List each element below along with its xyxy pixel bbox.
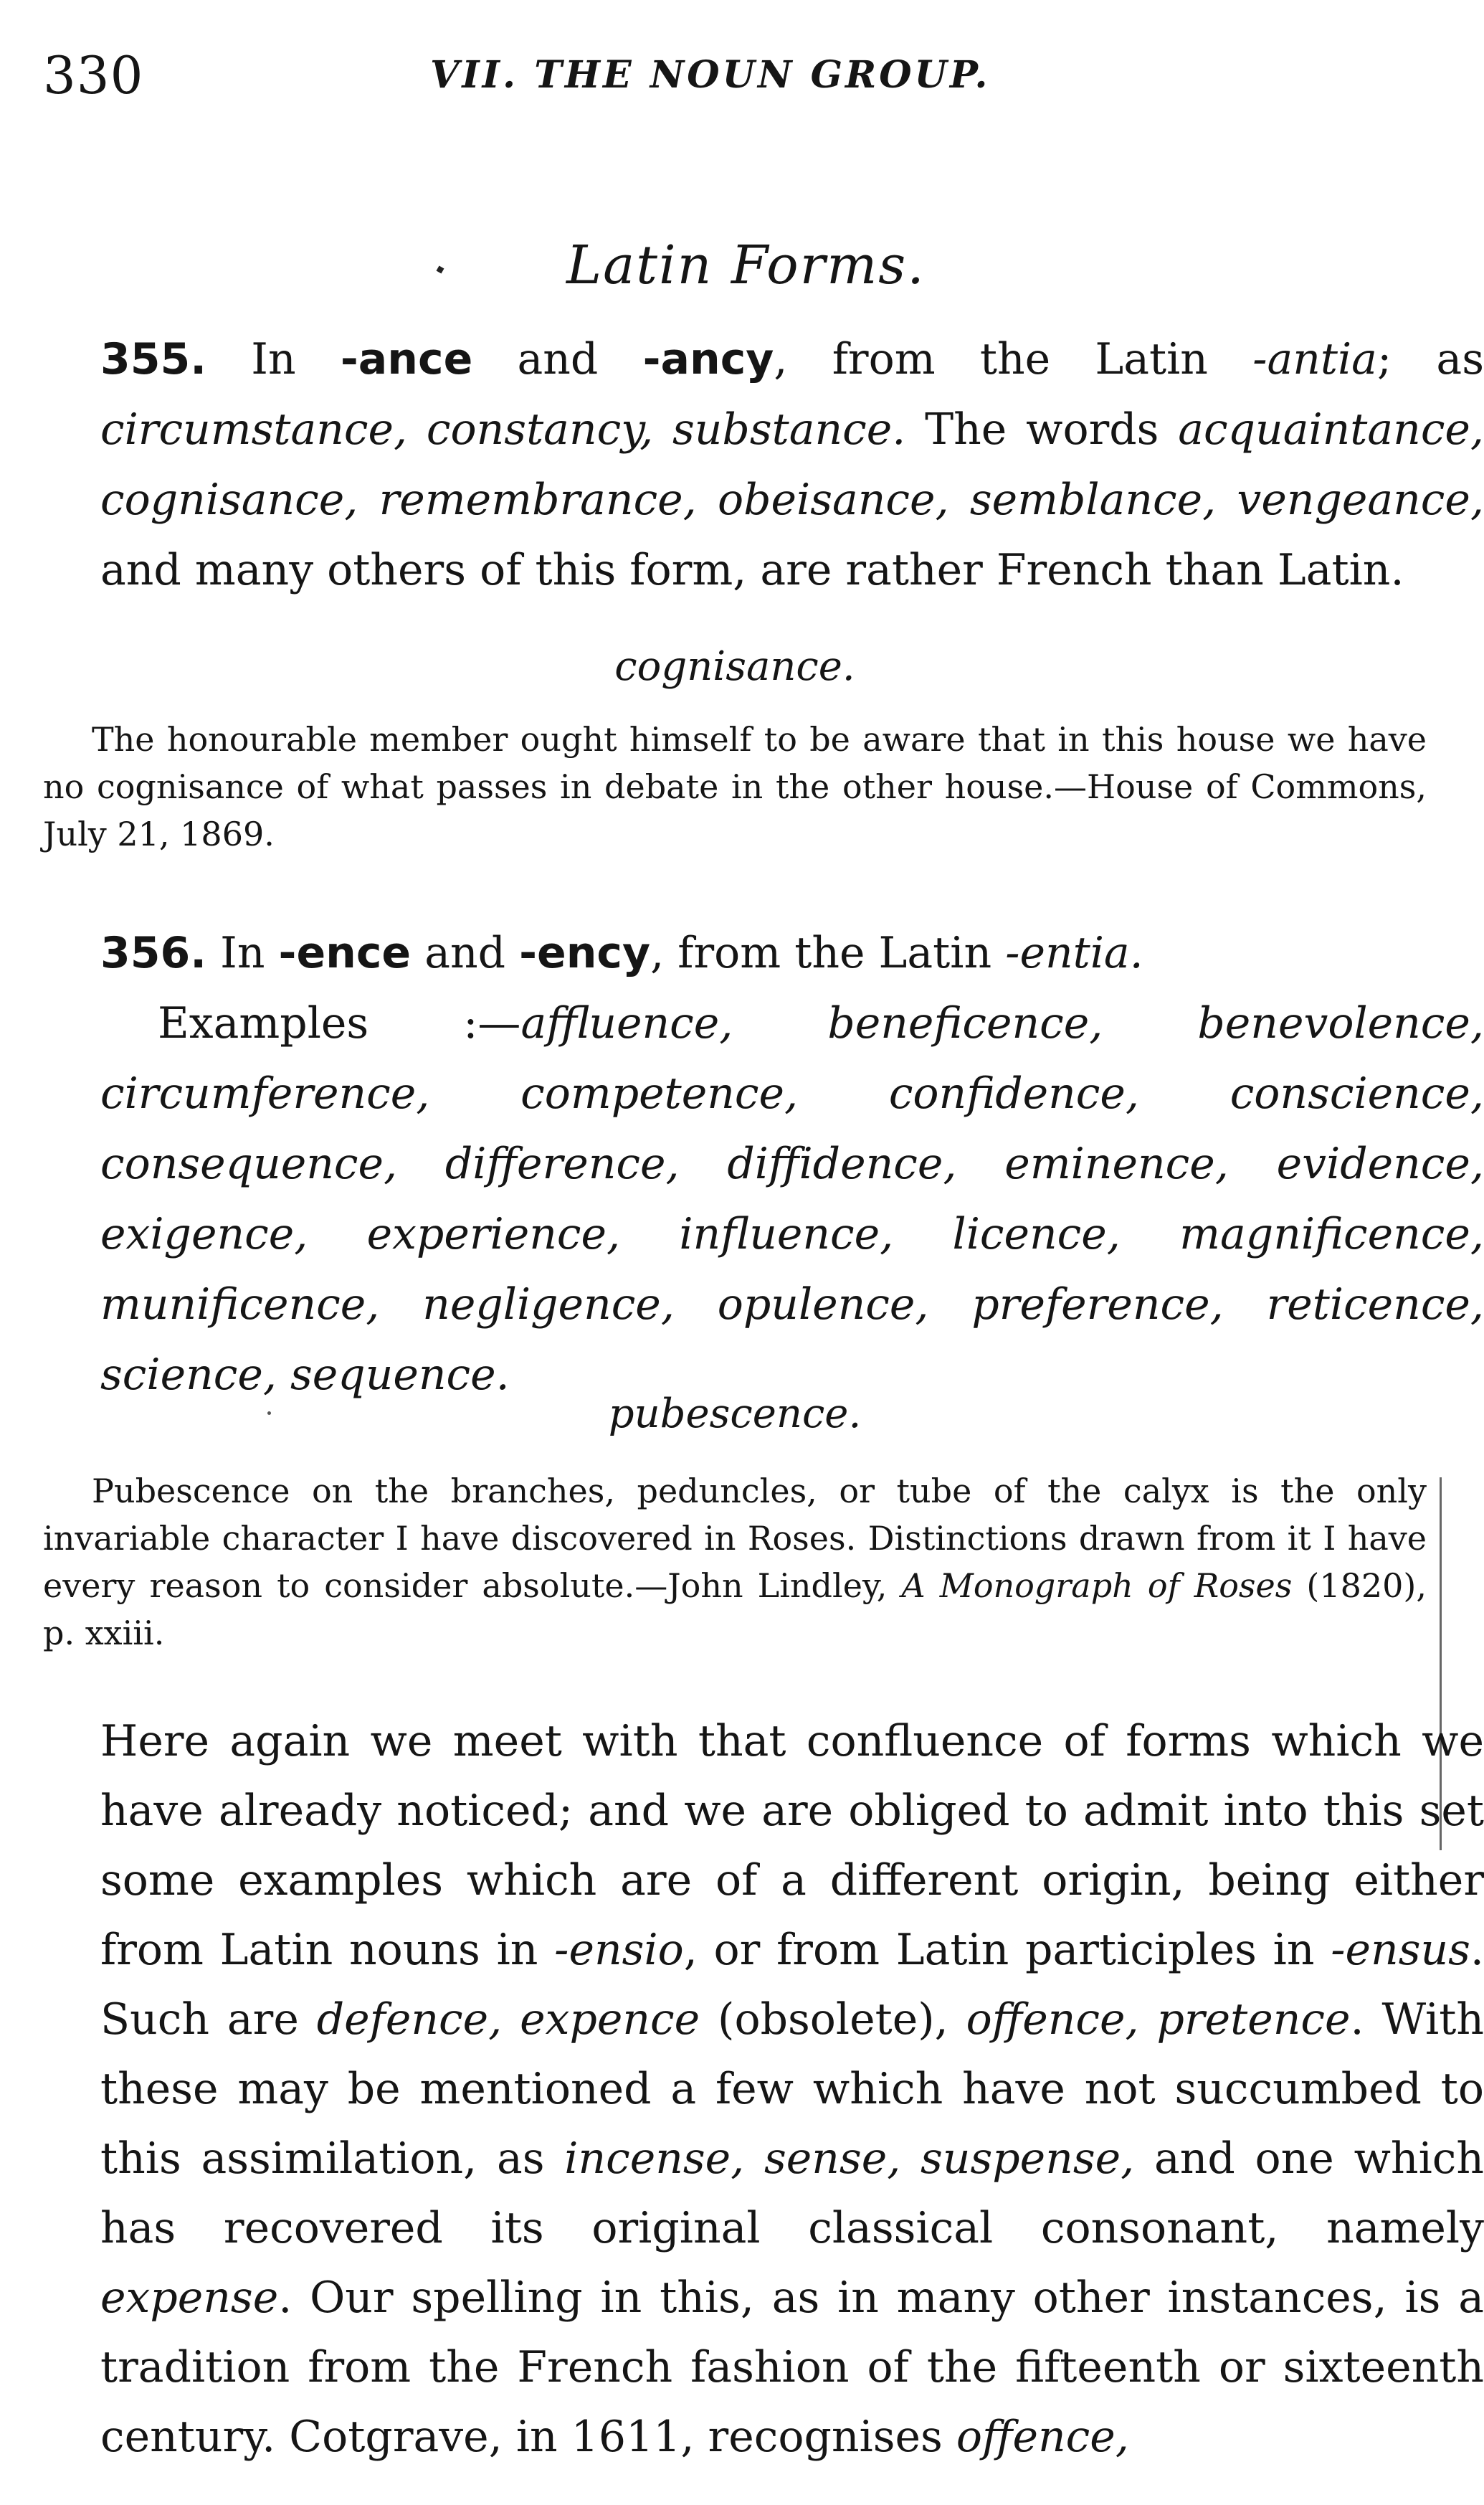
quotation-cognisance: The honourable member ought himself to be aware that in this house we have no cognisance of what passes in debate in the other house.—House of Commons, July 21, 1869.	[43, 720, 1427, 853]
examples: circumstance, constancy, substance.	[100, 404, 906, 455]
examples: acquaintance, cognisance, remembrance, obeisance, semblance, vengeance,	[100, 404, 1484, 525]
quote-head-word: cognisance.	[614, 643, 855, 690]
latin-form: -antia	[1252, 334, 1377, 384]
running-head: VII. THE NOUN GROUP.	[430, 53, 991, 97]
suffix: -ance	[340, 334, 473, 384]
paragraph-number: 355.	[100, 334, 207, 384]
page-header	[43, 36, 1427, 115]
quote-head-word: pubescence.	[608, 1391, 862, 1437]
suffix: -ency	[519, 928, 651, 978]
body-paragraph: Here again we meet with that confluence of forms which we have already noticed; and we are obliged to admit into this set some examples which are of a different origin, being either from Latin nouns in -ensio, or from Latin participles in -ensus. Such are defence, expence (obsolete), offence, pretence. With these may be mentioned a few which have not succumbed to this assimilation, as incense, sense, suspense, and one which has recovered its original classical consonant, namely expense. Our spelling in this, as in many other instances, is a tradition from the French fashion of the fifteenth or sixteenth century. Cotgrave, in 1611, recognises offence,	[100, 1716, 1484, 2462]
page-number: 330	[43, 45, 144, 105]
cited-title: A Monograph of Roses	[901, 1566, 1293, 1605]
paragraph-number: 356.	[100, 928, 207, 978]
latin-form: -entia.	[1005, 928, 1143, 978]
suffix: -ence	[278, 928, 412, 978]
examples: affluence, beneficence, benevolence, circumference, competence, confidence, conscience, consequence, difference, diffidence, eminence, evidence, exigence, experience, influence, licence, magnificence, munificence, negligence, opulence, preference, reticence, science, sequence.	[100, 998, 1484, 1400]
printer-mark	[437, 266, 444, 274]
suffix: -ancy	[642, 334, 774, 384]
paragraph-355: 355. In -ance and -ancy, from the Latin -antia; as circumstance, constancy, substance. The words acquaintance, cognisance, remembrance, obeisance, semblance, vengeance, and many others of this form, are rather French than Latin.	[100, 334, 1484, 595]
paragraph-356: 356. In -ence and -ency, from the Latin -entia. Examples :—affluence, beneficence, benevolence, circumference, competence, confidence, conscience, consequence, difference, diffidence, eminence, evidence, exigence, experience, influence, licence, magnificence, munificence, negligence, opulence, preference, reticence, science, sequence.	[100, 928, 1484, 1400]
section-title: Latin Forms.	[566, 235, 926, 296]
quotation-pubescence: Pubescence on the branches, peduncles, or tube of the calyx is the only invariable character I have discovered in Roses. Distinctions drawn from it I have every reason to consider absolute.—John Lindley, A Monograph of Roses (1820), p. xxiii.	[43, 1472, 1427, 1652]
